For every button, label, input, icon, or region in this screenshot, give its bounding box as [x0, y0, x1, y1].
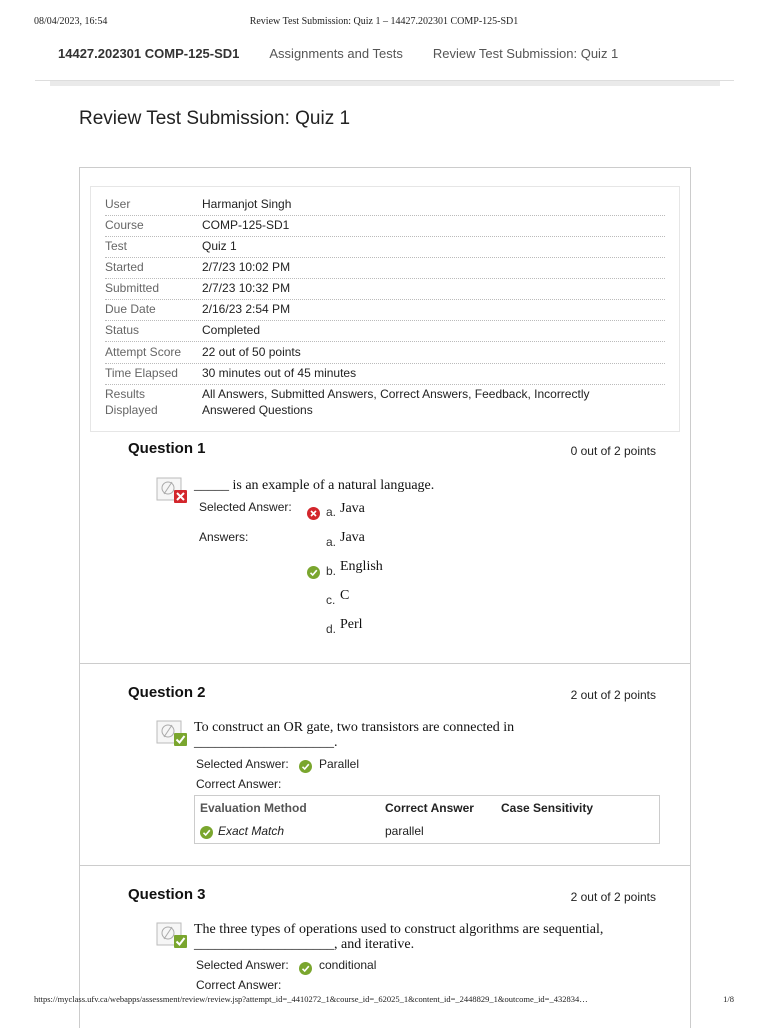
answer-option: Perl [340, 617, 363, 632]
breadcrumb-shadow [50, 81, 720, 86]
answer-letter: a. [326, 505, 337, 519]
answer-letter: b. [326, 564, 337, 578]
answer-letter: d. [326, 622, 337, 636]
info-label: Displayed [105, 403, 158, 417]
selected-answer-label: Selected Answer: [196, 958, 289, 972]
info-label: Started [105, 260, 144, 274]
question-points: 2 out of 2 points [570, 890, 656, 904]
info-value: Harmanjot Singh [202, 197, 292, 211]
correct-icon [299, 760, 312, 773]
print-datetime: 08/04/2023, 16:54 [34, 16, 108, 27]
info-row-due-date [105, 302, 665, 321]
page-url: https://myclass.ufv.ca/webapps/assessment/review/review.jsp?attempt_id=_4410272_1&course_id=_62025_1&content_id=_2448829_1&outcome_id=_432834… [34, 994, 588, 1004]
info-row-attempt-score [105, 345, 665, 364]
selected-answer: Java [340, 501, 365, 516]
question-text [194, 922, 634, 952]
info-value: 2/7/23 10:02 PM [202, 260, 291, 274]
eval-method: Exact Match [218, 824, 285, 838]
page-title: Review Test Submission: Quiz 1 [79, 108, 351, 129]
info-label: Course [105, 218, 144, 232]
question-title: Question 2 [128, 684, 206, 701]
submission-info [90, 186, 680, 432]
correct-icon [307, 566, 320, 579]
breadcrumb-section[interactable]: Assignments and Tests [269, 46, 403, 61]
correct-answer-label: Correct Answer: [196, 978, 282, 992]
question-text-line: To construct an OR gate, two transistors are connected in [194, 720, 515, 735]
question-points: 0 out of 2 points [570, 444, 656, 458]
incorrect-question-icon [156, 476, 188, 504]
info-row-started [105, 260, 665, 279]
answer-option: Java [340, 530, 365, 545]
answers-label: Answers: [199, 530, 249, 544]
question-text: _____ is an example of a natural language. [194, 478, 435, 493]
correct-icon [299, 962, 312, 975]
question-text [194, 720, 634, 750]
eval-header-correct-answer: Correct Answer [385, 801, 474, 815]
info-value: 22 out of 50 points [202, 345, 301, 359]
info-label: Test [105, 239, 128, 253]
info-row-time-elapsed [105, 366, 665, 385]
question-title: Question 1 [128, 440, 206, 457]
info-row-test [105, 239, 665, 258]
correct-answer-label: Correct Answer: [196, 777, 282, 791]
breadcrumb-current: Review Test Submission: Quiz 1 [432, 46, 619, 61]
selected-answer-label: Selected Answer: [199, 500, 292, 514]
question-text-line: ____________________, and iterative. [194, 937, 415, 952]
question-title: Question 3 [128, 886, 206, 903]
info-row-results-displayed [105, 387, 665, 421]
evaluation-table [194, 795, 660, 844]
answer-option: English [340, 559, 383, 574]
info-value: Answered Questions [202, 403, 313, 417]
page-number: 1/8 [723, 994, 734, 1004]
info-label: Time Elapsed [105, 366, 178, 380]
eval-header-method: Evaluation Method [200, 801, 307, 815]
info-value: 30 minutes out of 45 minutes [202, 366, 357, 380]
info-value: COMP-125-SD1 [202, 218, 290, 232]
selected-answer: Parallel [319, 757, 360, 771]
selected-answer: conditional [319, 958, 377, 972]
incorrect-icon [307, 507, 320, 520]
answer-option: C [340, 588, 350, 603]
info-label: Results [105, 387, 146, 401]
info-row-submitted [105, 281, 665, 300]
info-label: Submitted [105, 281, 160, 295]
eval-header-case-sensitivity: Case Sensitivity [501, 801, 594, 815]
info-value: Completed [202, 323, 261, 337]
submission-panel [79, 167, 691, 1028]
question-text-line: The three types of operations used to construct algorithms are sequential, [194, 922, 604, 937]
info-label: Due Date [105, 302, 156, 316]
print-title: Review Test Submission: Quiz 1 – 14427.202301 COMP-125-SD1 [249, 16, 519, 27]
info-value: 2/16/23 2:54 PM [202, 302, 291, 316]
breadcrumb [58, 46, 618, 61]
selected-answer-label: Selected Answer: [196, 757, 289, 771]
info-label: User [105, 197, 131, 211]
info-value: 2/7/23 10:32 PM [202, 281, 291, 295]
breadcrumb-course[interactable]: 14427.202301 COMP-125-SD1 [58, 46, 240, 61]
info-value: Quiz 1 [202, 239, 237, 253]
question-points: 2 out of 2 points [570, 688, 656, 702]
correct-icon [200, 826, 213, 839]
info-label: Status [105, 323, 140, 337]
info-label: Attempt Score [105, 345, 182, 359]
answer-letter: a. [326, 535, 337, 549]
info-row-user [105, 197, 665, 216]
info-row-course [105, 218, 665, 237]
eval-correct-answer: parallel [385, 824, 424, 838]
answer-letter: c. [326, 593, 336, 607]
question-text-line: ____________________. [194, 735, 338, 750]
correct-question-icon [156, 719, 188, 747]
info-row-status [105, 323, 665, 342]
question-divider [80, 865, 690, 866]
info-value: All Answers, Submitted Answers, Correct Answers, Feedback, Incorrectly [202, 387, 590, 401]
question-divider [80, 663, 690, 664]
correct-question-icon [156, 921, 188, 949]
